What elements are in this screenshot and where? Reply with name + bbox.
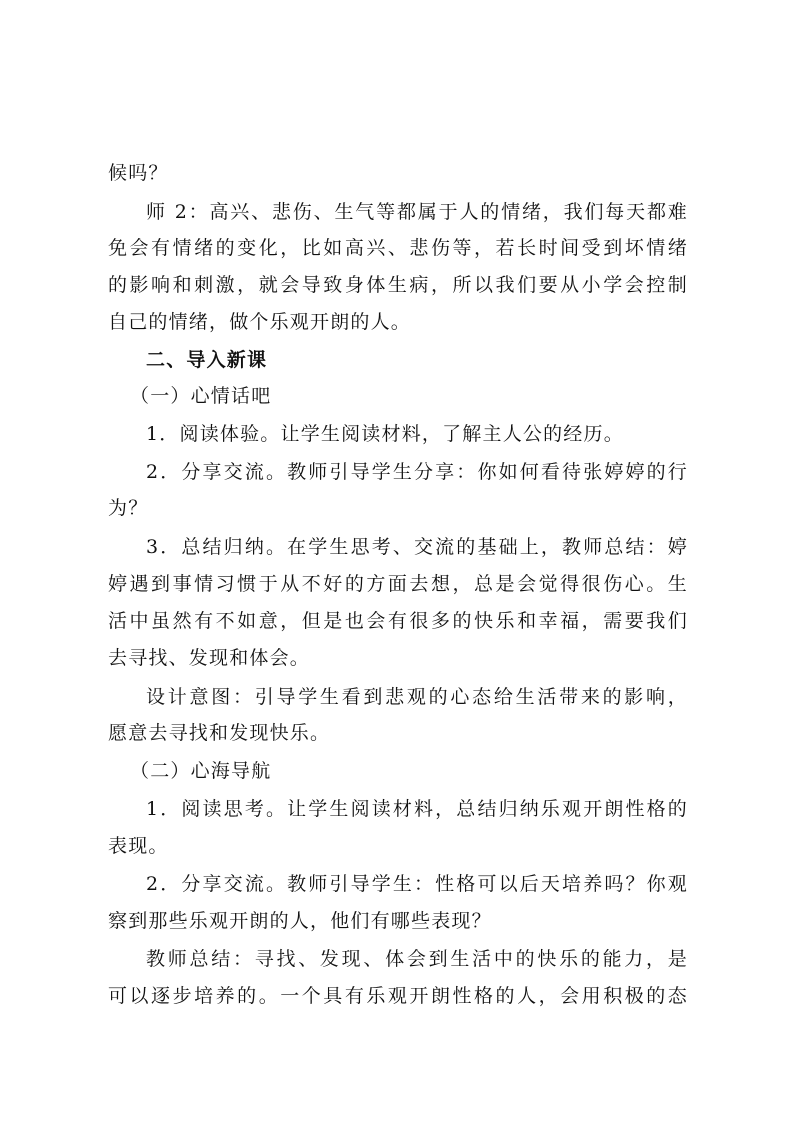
paragraph-line: 察到那些乐观开朗的人，他们有哪些表现？ [108,910,492,932]
paragraph-line: 表现。 [108,835,169,857]
paragraph-line: 免会有情绪的变化，比如高兴、悲伤等，若长时间受到坏情绪 [108,237,688,259]
paragraph-line: 设计意图：引导学生看到悲观的心态给生活带来的影响， [146,686,688,708]
subsection-heading: （一）心情话吧 [130,385,272,407]
paragraph-line: 自己的情绪，做个乐观开朗的人。 [108,311,412,333]
section-heading: 二、导入新课 [146,349,268,371]
paragraph-line: 教师总结：寻找、发现、体会到生活中的快乐的能力，是 [146,948,688,970]
paragraph-line: 3．总结归纳。在学生思考、交流的基础上，教师总结：婷 [146,536,688,558]
paragraph-line: 可以逐步培养的。一个具有乐观开朗性格的人，会用积极的态 [108,985,688,1007]
paragraph-line: 2．分享交流。教师引导学生：性格可以后天培养吗？你观 [146,873,688,895]
paragraph-line: 的影响和刺激，就会导致身体生病，所以我们要从小学会控制 [108,274,688,296]
paragraph-line: 为？ [108,497,149,519]
subsection-heading: （二）心海导航 [130,760,272,782]
paragraph-line: 婷遇到事情习惯于从不好的方面去想，总是会觉得很伤心。生 [108,573,688,595]
paragraph-line: 2．分享交流。教师引导学生分享：你如何看待张婷婷的行 [146,461,688,483]
paragraph-line: 1．阅读思考。让学生阅读材料，总结归纳乐观开朗性格的 [146,798,688,820]
paragraph-line: 师 2：高兴、悲伤、生气等都属于人的情绪，我们每天都难 [146,201,688,223]
paragraph-line: 候吗？ [108,162,169,184]
paragraph-line: 去寻找、发现和体会。 [108,647,311,669]
paragraph-line: 1．阅读体验。让学生阅读材料，了解主人公的经历。 [146,423,624,445]
paragraph-line: 活中虽然有不如意，但是也会有很多的快乐和幸福，需要我们 [108,610,688,632]
paragraph-line: 愿意去寻找和发现快乐。 [108,722,331,744]
